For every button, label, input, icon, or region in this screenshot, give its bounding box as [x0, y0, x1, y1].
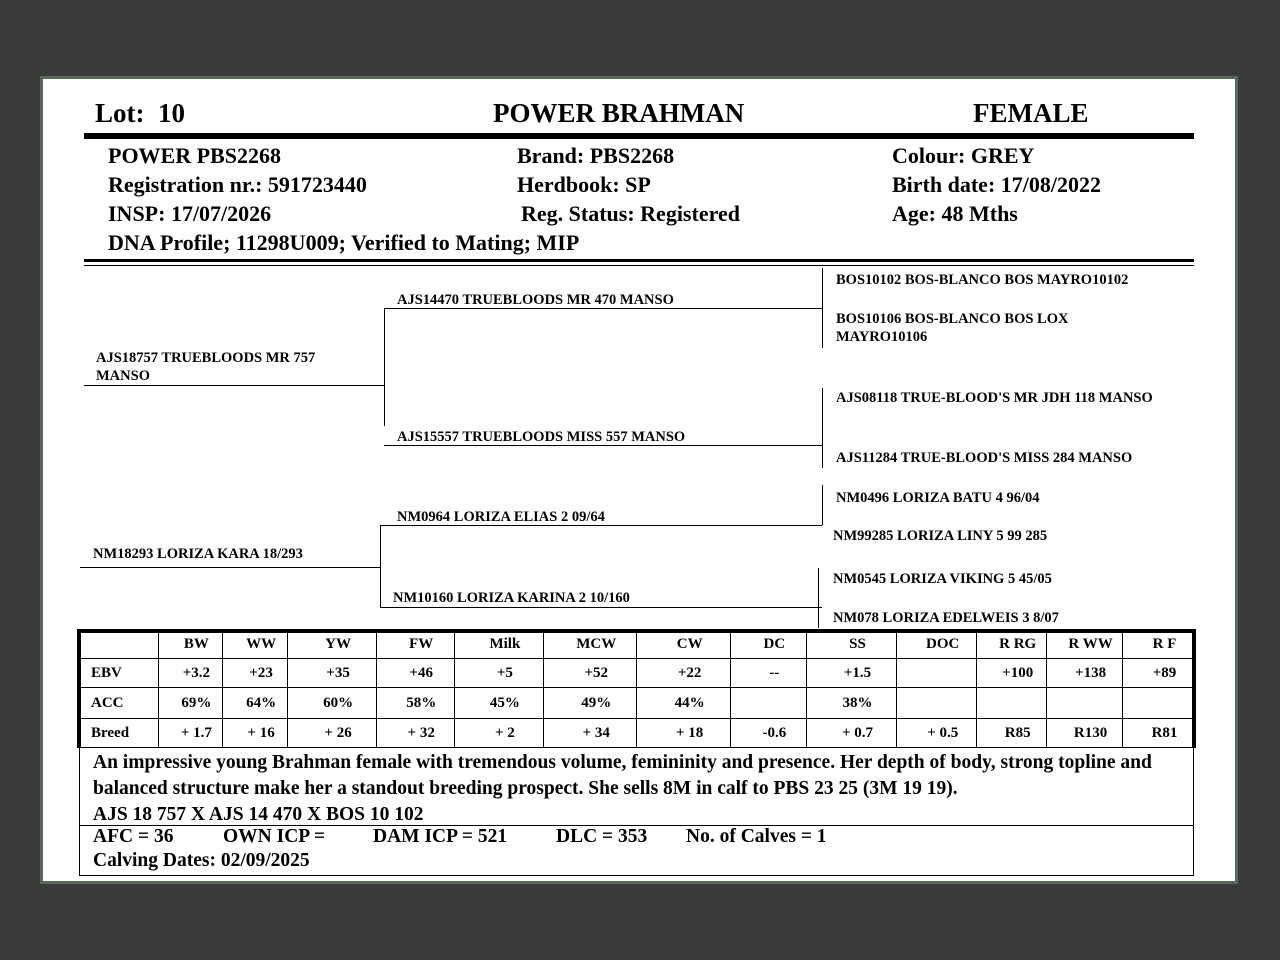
ebv-cell: --	[730, 659, 806, 688]
calving-dates: Calving Dates: 02/09/2025	[93, 850, 310, 871]
age: Age: 48 Mths	[892, 201, 1018, 226]
registration-number: Registration nr.: 591723440	[108, 172, 367, 197]
pedigree-sire-sire: AJS14470 TRUEBLOODS MR 470 MANSO	[397, 292, 674, 308]
ebv-header-cell: R RG	[977, 631, 1047, 659]
breed-title: POWER BRAHMAN	[493, 98, 745, 128]
brand: Brand: PBS2268	[517, 143, 675, 168]
breed-cell: + 0.5	[897, 719, 977, 748]
reg-status: Reg. Status: Registered	[521, 201, 740, 226]
ebv-row	[79, 659, 1195, 688]
dna-profile: DNA Profile; 11298U009; Verified to Mating; MIP	[108, 230, 580, 255]
breed-cell: -0.6	[730, 719, 806, 748]
pedigree-ss-sire: BOS10102 BOS-BLANCO BOS MAYRO10102	[836, 272, 1129, 288]
pedigree-sire-dam: AJS15557 TRUEBLOODS MISS 557 MANSO	[397, 429, 686, 445]
breed-cell: R81	[1123, 719, 1195, 748]
breed-row	[79, 719, 1195, 748]
lot-number: 10	[158, 98, 185, 128]
acc-cell: 38%	[806, 688, 896, 719]
pedigree-dam-dam: NM10160 LORIZA KARINA 2 10/160	[393, 590, 630, 606]
breed-cell: + 18	[637, 719, 730, 748]
ebv-cell	[897, 659, 977, 688]
ebv-cell: +46	[376, 659, 454, 688]
acc-cell: 49%	[544, 688, 637, 719]
ebv-cell: +138	[1047, 659, 1123, 688]
description-lineage: AJS 18 757 X AJS 14 470 X BOS 10 102	[93, 804, 424, 825]
breed-cell: R130	[1047, 719, 1123, 748]
description-text: An impressive young Brahman female with tremendous volume, femininity and presence. Her depth of body, strong topline and balanced structure make her a standout breeding prospect. She sells 8M in calf to PBS 23 25 (3M 19 19).	[93, 752, 1152, 799]
ebv-cell: +1.5	[806, 659, 896, 688]
ebv-header-cell: CW	[637, 631, 730, 659]
acc-cell: 44%	[637, 688, 730, 719]
ebv-header-cell: Milk	[454, 631, 543, 659]
acc-cell: 69%	[159, 688, 223, 719]
dam-icp: DAM ICP = 521	[373, 826, 508, 847]
ped-line	[384, 308, 385, 426]
pedigree-dam: NM18293 LORIZA KARA 18/293	[93, 546, 303, 562]
breed-cell: + 32	[376, 719, 454, 748]
ebv-header-cell	[79, 631, 159, 659]
acc-cell	[897, 688, 977, 719]
pedigree-sd-sire: AJS08118 TRUE-BLOOD'S MR JDH 118 MANSO	[836, 390, 1153, 406]
pedigree-sire: AJS18757 TRUEBLOODS MR 757 MANSO	[96, 350, 316, 384]
acc-cell: 58%	[376, 688, 454, 719]
ebv-cell: +89	[1123, 659, 1195, 688]
breed-cell: + 2	[454, 719, 543, 748]
pedigree-ds-dam: NM99285 LORIZA LINY 5 99 285	[833, 528, 1048, 544]
ebv-header-cell: R WW	[1047, 631, 1123, 659]
ped-line	[84, 385, 384, 386]
pedigree-dd-sire: NM0545 LORIZA VIKING 5 45/05	[833, 571, 1052, 587]
animal-name: POWER PBS2268	[108, 143, 281, 168]
breed-cell: + 1.7	[159, 719, 223, 748]
ebv-header-row	[79, 631, 1195, 659]
ped-line	[80, 567, 380, 568]
acc-cell	[1123, 688, 1195, 719]
ped-line	[822, 388, 823, 468]
ped-line	[818, 568, 819, 628]
pedigree-dam-sire: NM0964 LORIZA ELIAS 2 09/64	[397, 509, 605, 525]
ebv-header-cell: BW	[159, 631, 223, 659]
ebv-cell: +52	[544, 659, 637, 688]
ebv-header-cell: YW	[288, 631, 376, 659]
insp-date: INSP: 17/07/2026	[108, 201, 272, 226]
ebv-cell: +23	[222, 659, 288, 688]
ped-line	[822, 268, 823, 348]
acc-cell	[730, 688, 806, 719]
acc-cell: 60%	[288, 688, 376, 719]
acc-cell: 64%	[222, 688, 288, 719]
acc-row	[79, 688, 1195, 719]
acc-row-label: ACC	[79, 688, 159, 719]
acc-cell: 45%	[454, 688, 543, 719]
breed-cell: + 16	[222, 719, 288, 748]
description	[93, 750, 1183, 828]
birth-date: Birth date: 17/08/2022	[892, 172, 1101, 197]
sex-label: FEMALE	[973, 98, 1089, 128]
acc-cell	[1047, 688, 1123, 719]
ebv-table	[78, 630, 1195, 748]
breed-cell: R85	[977, 719, 1047, 748]
header-rule	[84, 133, 1194, 139]
pedigree-dd-dam: NM078 LORIZA EDELWEIS 3 8/07	[833, 610, 1059, 626]
herdbook: Herdbook: SP	[517, 172, 651, 197]
number-of-calves: No. of Calves = 1	[686, 826, 827, 847]
ebv-header-cell: FW	[376, 631, 454, 659]
breed-cell: + 34	[544, 719, 637, 748]
ebv-cell: +100	[977, 659, 1047, 688]
ebv-header-cell: R F	[1123, 631, 1195, 659]
ebv-cell: +3.2	[159, 659, 223, 688]
breed-cell: + 26	[288, 719, 376, 748]
ebv-header-cell: SS	[806, 631, 896, 659]
ebv-header-cell: WW	[222, 631, 288, 659]
ped-line	[822, 485, 823, 525]
breed-cell: + 0.7	[806, 719, 896, 748]
lot-label: Lot: 10	[95, 98, 185, 128]
ebv-cell: +35	[288, 659, 376, 688]
ped-line	[380, 607, 822, 608]
ebv-header-cell: DOC	[897, 631, 977, 659]
afc: AFC = 36	[93, 826, 174, 847]
pedigree-sd-dam: AJS11284 TRUE-BLOOD'S MISS 284 MANSO	[836, 450, 1133, 466]
pedigree-ss-dam: BOS10106 BOS-BLANCO BOS LOX MAYRO10106	[836, 311, 1069, 345]
ped-line	[380, 525, 381, 608]
info-rule-bottom	[84, 265, 1194, 266]
ebv-cell: +5	[454, 659, 543, 688]
own-icp: OWN ICP =	[223, 826, 326, 847]
ebv-cell: +22	[637, 659, 730, 688]
pedigree-ds-sire: NM0496 LORIZA BATU 4 96/04	[836, 490, 1040, 506]
ebv-row-label: EBV	[79, 659, 159, 688]
acc-cell	[977, 688, 1047, 719]
ebv-header-cell: DC	[730, 631, 806, 659]
info-rule-top	[84, 259, 1194, 262]
dlc: DLC = 353	[556, 826, 648, 847]
ebv-header-cell: MCW	[544, 631, 637, 659]
colour: Colour: GREY	[892, 143, 1035, 168]
breed-row-label: Breed	[79, 719, 159, 748]
